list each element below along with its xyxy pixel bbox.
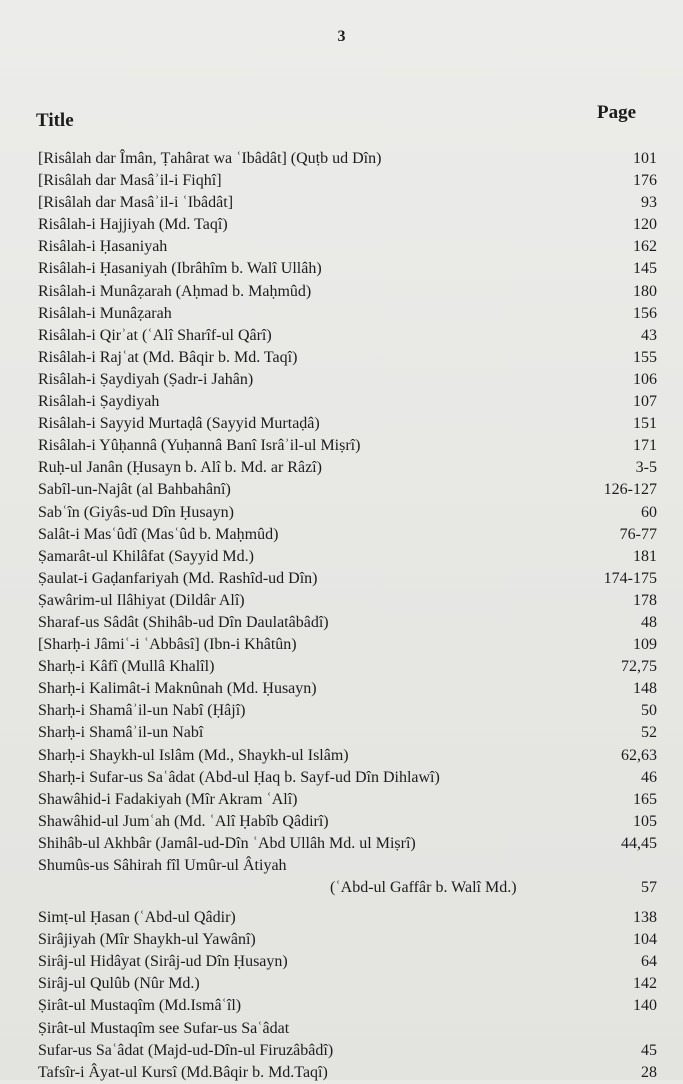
list-item bbox=[0, 1062, 683, 1084]
entry-page: 151 bbox=[633, 415, 657, 433]
entry-title: Salât-i Masʿûdî (Masʿûd b. Maḥmûd) bbox=[38, 525, 279, 543]
list-item bbox=[0, 590, 683, 612]
column-header-title: Title bbox=[36, 110, 74, 131]
entry-title: Risâlah-i Rajʿat (Md. Bâqir b. Md. Taqî) bbox=[38, 348, 298, 366]
list-item bbox=[0, 634, 683, 656]
entry-title: Risâlah-i Hajjiyah (Md. Taqî) bbox=[38, 216, 228, 234]
entry-page: 181 bbox=[633, 547, 657, 565]
entry-title: Risâlah-i Sayyid Murtaḍâ (Sayyid Murtaḍâ) bbox=[38, 415, 320, 433]
list-item bbox=[0, 678, 683, 700]
list-item bbox=[0, 973, 683, 995]
list-item bbox=[0, 214, 683, 236]
entry-page: 57 bbox=[641, 879, 657, 897]
list-item bbox=[0, 369, 683, 391]
entry-page: 165 bbox=[633, 790, 657, 808]
entry-title: Sharaf-us Sâdât (Shihâb-ud Dîn Daulatâbâdî) bbox=[38, 613, 329, 631]
list-item bbox=[0, 347, 683, 369]
entry-page: 107 bbox=[633, 393, 657, 411]
list-item bbox=[0, 855, 683, 877]
entry-page: 138 bbox=[633, 909, 657, 927]
column-header-page: Page bbox=[597, 102, 637, 123]
entry-page: 46 bbox=[641, 768, 657, 786]
entry-title: Ṣirât-ul Mustaqîm (Md.Ismâʿîl) bbox=[38, 997, 242, 1015]
list-item bbox=[0, 281, 683, 303]
entry-page: 64 bbox=[641, 953, 657, 971]
entry-page: 162 bbox=[633, 238, 657, 256]
list-item bbox=[0, 502, 683, 524]
entry-title: Sufar-us Saʿâdat (Majd-ud-Dîn-ul Firuzâbâdî) bbox=[38, 1041, 334, 1059]
entry-page: 76-77 bbox=[619, 525, 657, 543]
entry-title: Sharḥ-i Shaykh-ul Islâm (Md., Shaykh-ul Islâm) bbox=[38, 746, 349, 764]
index-list bbox=[0, 148, 683, 1084]
entry-page: 43 bbox=[641, 326, 657, 344]
list-item bbox=[0, 148, 683, 170]
list-item bbox=[0, 413, 683, 435]
entry-title: Risâlah-i Ḥasaniyah bbox=[38, 238, 168, 256]
entry-title: Risâlah-i Yûḥannâ (Yuḥannâ Banî Isrâʾil-ul Miṣrî) bbox=[38, 437, 361, 455]
list-item bbox=[0, 877, 683, 907]
entry-page: 105 bbox=[633, 812, 657, 830]
entry-title: Sharḥ-i Shamâʾil-un Nabî bbox=[38, 724, 204, 742]
entry-page: 155 bbox=[633, 348, 657, 366]
entry-page: 48 bbox=[641, 613, 657, 631]
list-item bbox=[0, 907, 683, 929]
list-item bbox=[0, 546, 683, 568]
list-item bbox=[0, 170, 683, 192]
entry-title: Shawâhid-ul Jumʿah (Md. ʿAlî Ḥabîb Qâdirî) bbox=[38, 812, 329, 830]
entry-page: 142 bbox=[633, 975, 657, 993]
entry-title: Sabʿîn (Giyâs-ud Dîn Ḥusayn) bbox=[38, 503, 234, 521]
entry-title: Ṣamarât-ul Khilâfat (Sayyid Md.) bbox=[38, 547, 254, 565]
entry-title: [Risâlah dar Masâʾil-i ʿIbâdât] bbox=[38, 194, 234, 212]
entry-title: Sharḥ-i Kâfî (Mullâ Khalîl) bbox=[38, 658, 215, 676]
list-item bbox=[0, 929, 683, 951]
entry-title: Ṣirât-ul Mustaqîm see Sufar-us Saʿâdat bbox=[38, 1019, 290, 1037]
entry-page: 126-127 bbox=[603, 481, 657, 499]
list-item bbox=[0, 1018, 683, 1040]
entry-title: Shihâb-ul Akhbâr (Jamâl-ud-Dîn ʿAbd Ullâh Md. ul Miṣrî) bbox=[38, 834, 416, 852]
entry-title: Risâlah-i Ṣaydiyah bbox=[38, 393, 160, 411]
entry-page: 104 bbox=[633, 931, 657, 949]
entry-title: Sharḥ-i Kalimât-i Maknûnah (Md. Ḥusayn) bbox=[38, 680, 317, 698]
page-number: 3 bbox=[337, 28, 346, 45]
list-item bbox=[0, 568, 683, 590]
entry-title: Sabîl-un-Najât (al Bahbahânî) bbox=[38, 481, 231, 499]
entry-title: Tafsîr-i Âyat-ul Kursî (Md.Bâqir b. Md.Taqî) bbox=[38, 1063, 328, 1081]
list-item bbox=[0, 833, 683, 855]
entry-title: Risâlah-i Qirʾat (ʿAlî Sharîf-ul Qârî) bbox=[38, 326, 272, 344]
list-item bbox=[0, 995, 683, 1017]
entry-page: 174-175 bbox=[603, 569, 657, 587]
entry-title: Ṣaulat-i Gaḍanfariyah (Md. Rashîd-ud Dîn) bbox=[38, 569, 318, 587]
entry-title: Shumûs-us Sâhirah fîl Umûr-ul Âtiyah bbox=[38, 857, 287, 874]
entry-title: Sharḥ-i Sufar-us Saʿâdat (Abd-ul Ḥaq b. Sayf-ud Dîn Dihlawî) bbox=[38, 768, 440, 786]
list-item bbox=[0, 435, 683, 457]
entry-page: 176 bbox=[633, 172, 657, 190]
entry-title: Shawâhid-i Fadakiyah (Mîr Akram ʿAlî) bbox=[38, 790, 298, 808]
entry-page: 106 bbox=[633, 370, 657, 388]
entry-title: Risâlah-i Munâẓarah bbox=[38, 304, 172, 322]
list-item bbox=[0, 1040, 683, 1062]
entry-page: 50 bbox=[641, 702, 657, 720]
entry-page: 145 bbox=[633, 260, 657, 278]
list-item bbox=[0, 612, 683, 634]
list-item bbox=[0, 479, 683, 501]
entry-page: 72,75 bbox=[621, 658, 657, 676]
entry-page: 120 bbox=[633, 216, 657, 234]
entry-page: 101 bbox=[633, 150, 657, 167]
list-item bbox=[0, 303, 683, 325]
entry-page: 109 bbox=[633, 636, 657, 654]
list-item bbox=[0, 745, 683, 767]
entry-page: 171 bbox=[633, 437, 657, 455]
entry-page: 28 bbox=[641, 1063, 657, 1081]
list-item bbox=[0, 258, 683, 280]
list-item bbox=[0, 700, 683, 722]
entry-title: [Sharḥ-i Jâmiʿ-i ʿAbbâsî] (Ibn-i Khâtûn) bbox=[38, 636, 297, 654]
entry-title: Simṭ-ul Ḥasan (ʿAbd-ul Qâdir) bbox=[38, 909, 236, 927]
list-item bbox=[0, 192, 683, 214]
list-item bbox=[0, 325, 683, 347]
entry-page: 156 bbox=[633, 304, 657, 322]
entry-title: Ṣawârim-ul Ilâhiyat (Dildâr Alî) bbox=[38, 591, 245, 609]
entry-page: 178 bbox=[633, 591, 657, 609]
list-item bbox=[0, 722, 683, 744]
entry-page: 148 bbox=[633, 680, 657, 698]
entry-page: 52 bbox=[641, 724, 657, 742]
entry-title: Risâlah-i Ṣaydiyah (Ṣadr-i Jahân) bbox=[38, 370, 254, 388]
entry-page: 93 bbox=[641, 194, 657, 212]
entry-title: [Risâlah dar Îmân, Ṭahârat wa ʿIbâdât] (Quṭb ud Dîn) bbox=[38, 150, 382, 167]
entry-page: 180 bbox=[633, 282, 657, 300]
entry-title: Risâlah-i Munâẓarah (Aḥmad b. Maḥmûd) bbox=[38, 282, 312, 300]
entry-title: Sirâjiyah (Mîr Shaykh-ul Yawânî) bbox=[38, 931, 256, 949]
list-item bbox=[0, 789, 683, 811]
entry-page: 44,45 bbox=[621, 834, 657, 852]
list-item bbox=[0, 457, 683, 479]
entry-title: Ruḥ-ul Janân (Ḥusayn b. Alî b. Md. ar Râzî) bbox=[38, 459, 322, 477]
list-item bbox=[0, 767, 683, 789]
entry-title: Sirâj-ul Qulûb (Nûr Md.) bbox=[38, 975, 200, 993]
entry-page: 60 bbox=[641, 503, 657, 521]
list-item bbox=[0, 656, 683, 678]
list-item bbox=[0, 524, 683, 546]
entry-title: (ʿAbd-ul Gaffâr b. Walî Md.) bbox=[330, 879, 517, 897]
entry-page: 3-5 bbox=[635, 459, 657, 477]
entry-title: [Risâlah dar Masâʾil-i Fiqhî] bbox=[38, 172, 222, 190]
entry-page: 45 bbox=[641, 1041, 657, 1059]
entry-page: 140 bbox=[633, 997, 657, 1015]
list-item bbox=[0, 236, 683, 258]
list-item bbox=[0, 951, 683, 973]
entry-title: Sirâj-ul Hidâyat (Sirâj-ud Dîn Ḥusayn) bbox=[38, 953, 288, 971]
list-item bbox=[0, 811, 683, 833]
entry-page: 62,63 bbox=[621, 746, 657, 764]
list-item bbox=[0, 391, 683, 413]
entry-title: Risâlah-i Ḥasaniyah (Ibrâhîm b. Walî Ullâh) bbox=[38, 260, 322, 278]
entry-title: Sharḥ-i Shamâʾil-un Nabî (Ḥâjî) bbox=[38, 702, 246, 720]
